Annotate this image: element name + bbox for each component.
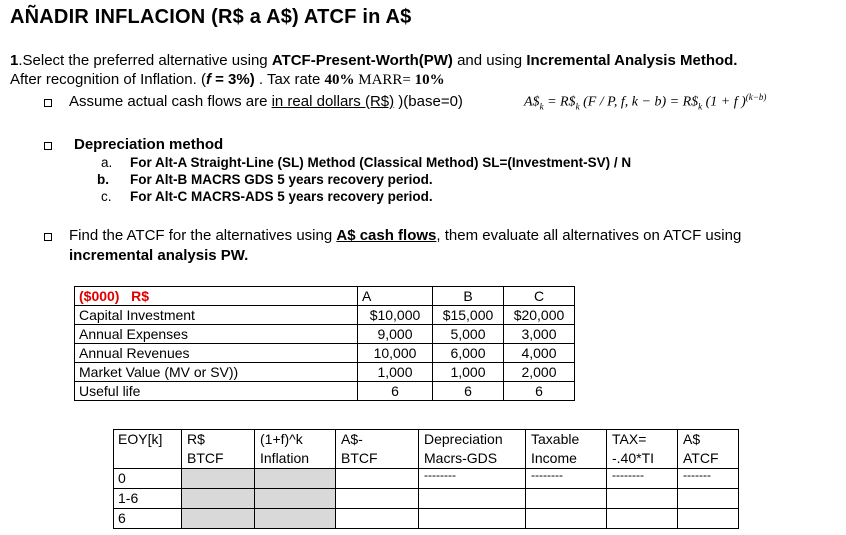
header-abtcf bbox=[336, 430, 419, 469]
cell: 4,000 bbox=[504, 344, 575, 363]
table-row bbox=[75, 382, 575, 401]
col-header-a: A bbox=[358, 287, 433, 306]
dep-item-b: For Alt-B MACRS GDS 5 years recovery period. bbox=[130, 172, 433, 187]
bullet-3-prefix: Find the ATCF for the alternatives using bbox=[69, 227, 337, 244]
header-text: A$ bbox=[683, 431, 701, 447]
formula-ffp: (F / P, f, k − b) = R$ bbox=[579, 94, 699, 110]
real-dollars-link: in real dollars (R$) bbox=[271, 93, 395, 110]
header-text: R$ bbox=[187, 431, 205, 447]
header-text: TAX= bbox=[612, 431, 647, 447]
table-row bbox=[75, 344, 575, 363]
cell: 6 bbox=[504, 382, 575, 401]
cell bbox=[336, 469, 419, 489]
cell: 1,000 bbox=[358, 363, 433, 382]
header-text: -.40*TI bbox=[612, 450, 655, 466]
header-eoy bbox=[114, 430, 182, 469]
row-label: Capital Investment bbox=[75, 306, 358, 325]
select-method-1: ATCF-Present-Worth(PW) bbox=[271, 52, 453, 69]
intro-line-1 bbox=[10, 52, 737, 69]
after-text: After recognition of Inflation. ( bbox=[10, 71, 206, 88]
currency-label: R$ bbox=[131, 288, 150, 304]
select-prefix: .Select the preferred alternative using bbox=[18, 52, 272, 69]
col-header-c: C bbox=[504, 287, 575, 306]
cell: 1,000 bbox=[433, 363, 504, 382]
inflation-formula bbox=[524, 92, 766, 111]
header-text: Inflation bbox=[260, 450, 310, 466]
cell bbox=[607, 489, 678, 509]
bullet-square-icon bbox=[44, 142, 52, 150]
cell bbox=[255, 509, 336, 529]
header-text: A$- bbox=[341, 431, 363, 447]
atcf-header-row bbox=[114, 430, 739, 469]
cell: $20,000 bbox=[504, 306, 575, 325]
eoy-cell: 6 bbox=[114, 509, 182, 529]
formula-sub-3: k bbox=[698, 101, 703, 112]
cell: 3,000 bbox=[504, 325, 575, 344]
cell: 5,000 bbox=[433, 325, 504, 344]
header-text: ATCF bbox=[683, 450, 719, 466]
cell bbox=[336, 489, 419, 509]
select-mid: and using bbox=[452, 52, 527, 69]
row-label: Market Value (MV or SV)) bbox=[75, 363, 358, 382]
header-text: BTCF bbox=[187, 450, 224, 466]
tax-value: 40% bbox=[324, 72, 355, 88]
header-text: EOY[k] bbox=[118, 431, 163, 447]
f-label: f bbox=[205, 71, 211, 88]
header-text: Macrs-GDS bbox=[424, 450, 498, 466]
cell: 9,000 bbox=[358, 325, 433, 344]
cell: -------- bbox=[607, 469, 678, 489]
header-inflation bbox=[255, 430, 336, 469]
dep-item-c: For Alt-C MACRS-ADS 5 years recovery period. bbox=[130, 189, 433, 204]
cell: 10,000 bbox=[358, 344, 433, 363]
cell bbox=[336, 509, 419, 529]
bullet-square-icon bbox=[44, 99, 52, 107]
cell bbox=[678, 509, 739, 529]
cell: $10,000 bbox=[358, 306, 433, 325]
cell: $15,000 bbox=[433, 306, 504, 325]
table-row bbox=[75, 306, 575, 325]
cell: 2,000 bbox=[504, 363, 575, 382]
cell: 6,000 bbox=[433, 344, 504, 363]
bullet-3-suffix: , them evaluate all alternatives on ATCF using bbox=[436, 227, 742, 244]
cell: 6 bbox=[358, 382, 433, 401]
row-label: Annual Revenues bbox=[75, 344, 358, 363]
cell bbox=[419, 489, 526, 509]
alternatives-table bbox=[74, 286, 575, 401]
cell: ------- bbox=[678, 469, 739, 489]
select-method-2: Incremental Analysis Method. bbox=[526, 52, 738, 69]
cell bbox=[607, 509, 678, 529]
header-depreciation bbox=[419, 430, 526, 469]
cell: -------- bbox=[526, 469, 607, 489]
formula-a: A$ bbox=[524, 94, 540, 110]
cell: -------- bbox=[419, 469, 526, 489]
cell bbox=[255, 469, 336, 489]
dep-marker-b: b. bbox=[97, 172, 109, 187]
bullet-1-prefix: Assume actual cash flows are bbox=[69, 93, 272, 110]
tax-text: . Tax rate bbox=[254, 71, 325, 88]
header-text: Income bbox=[531, 450, 577, 466]
eoy-cell: 1-6 bbox=[114, 489, 182, 509]
header-atcf bbox=[678, 430, 739, 469]
formula-sub-2: k bbox=[575, 101, 580, 112]
header-tax bbox=[607, 430, 678, 469]
bullet-3-line2: incremental analysis PW. bbox=[69, 247, 249, 264]
depreciation-heading: Depreciation method bbox=[74, 136, 224, 153]
intro-line-2 bbox=[10, 71, 445, 89]
formula-exponent: (k−b) bbox=[745, 92, 767, 102]
atcf-table bbox=[113, 429, 739, 529]
cell: 6 bbox=[433, 382, 504, 401]
cell bbox=[526, 509, 607, 529]
bullet-3-text bbox=[69, 227, 741, 244]
row-label: Annual Expenses bbox=[75, 325, 358, 344]
marr-value: 10% bbox=[414, 72, 445, 88]
eoy-cell: 0 bbox=[114, 469, 182, 489]
marr-text: MARR= bbox=[354, 72, 415, 88]
dep-marker-a: a. bbox=[101, 155, 113, 170]
header-text: BTCF bbox=[341, 450, 378, 466]
units-label: ($000) bbox=[79, 288, 120, 304]
table-row bbox=[114, 469, 739, 489]
a-cash-flows-link: A$ cash flows bbox=[336, 227, 437, 244]
header-rbtcf bbox=[182, 430, 255, 469]
bullet-square-icon bbox=[44, 233, 52, 241]
table-row bbox=[75, 363, 575, 382]
table-header-row bbox=[75, 287, 575, 306]
bullet-1-text bbox=[69, 93, 463, 110]
row-label: Useful life bbox=[75, 382, 358, 401]
cell bbox=[255, 489, 336, 509]
f-value: = 3%) bbox=[210, 71, 255, 88]
question-number: 1 bbox=[10, 52, 19, 69]
bullet-1-suffix: )(base=0) bbox=[394, 93, 463, 110]
cell bbox=[182, 489, 255, 509]
dep-item-a: For Alt-A Straight-Line (SL) Method (Classical Method) SL=(Investment-SV) / N bbox=[130, 155, 632, 170]
dep-marker-c: c. bbox=[101, 189, 112, 204]
cell bbox=[182, 509, 255, 529]
cell bbox=[182, 469, 255, 489]
header-text: Taxable bbox=[531, 431, 580, 447]
header-text: (1+f)^k bbox=[260, 431, 303, 447]
page-title: AÑADIR INFLACION (R$ a A$) ATCF in A$ bbox=[10, 6, 412, 28]
cell bbox=[526, 489, 607, 509]
col-header-b: B bbox=[433, 287, 504, 306]
formula-tail: (1 + f ) bbox=[702, 94, 746, 110]
table-row bbox=[114, 489, 739, 509]
cell bbox=[419, 509, 526, 529]
header-taxable bbox=[526, 430, 607, 469]
formula-eq1: = R$ bbox=[543, 94, 576, 110]
header-text: Depreciation bbox=[424, 431, 503, 447]
table-row bbox=[75, 325, 575, 344]
table-header-label bbox=[75, 287, 358, 306]
formula-sub-1: k bbox=[539, 101, 544, 112]
cell bbox=[678, 489, 739, 509]
table-row bbox=[114, 509, 739, 529]
